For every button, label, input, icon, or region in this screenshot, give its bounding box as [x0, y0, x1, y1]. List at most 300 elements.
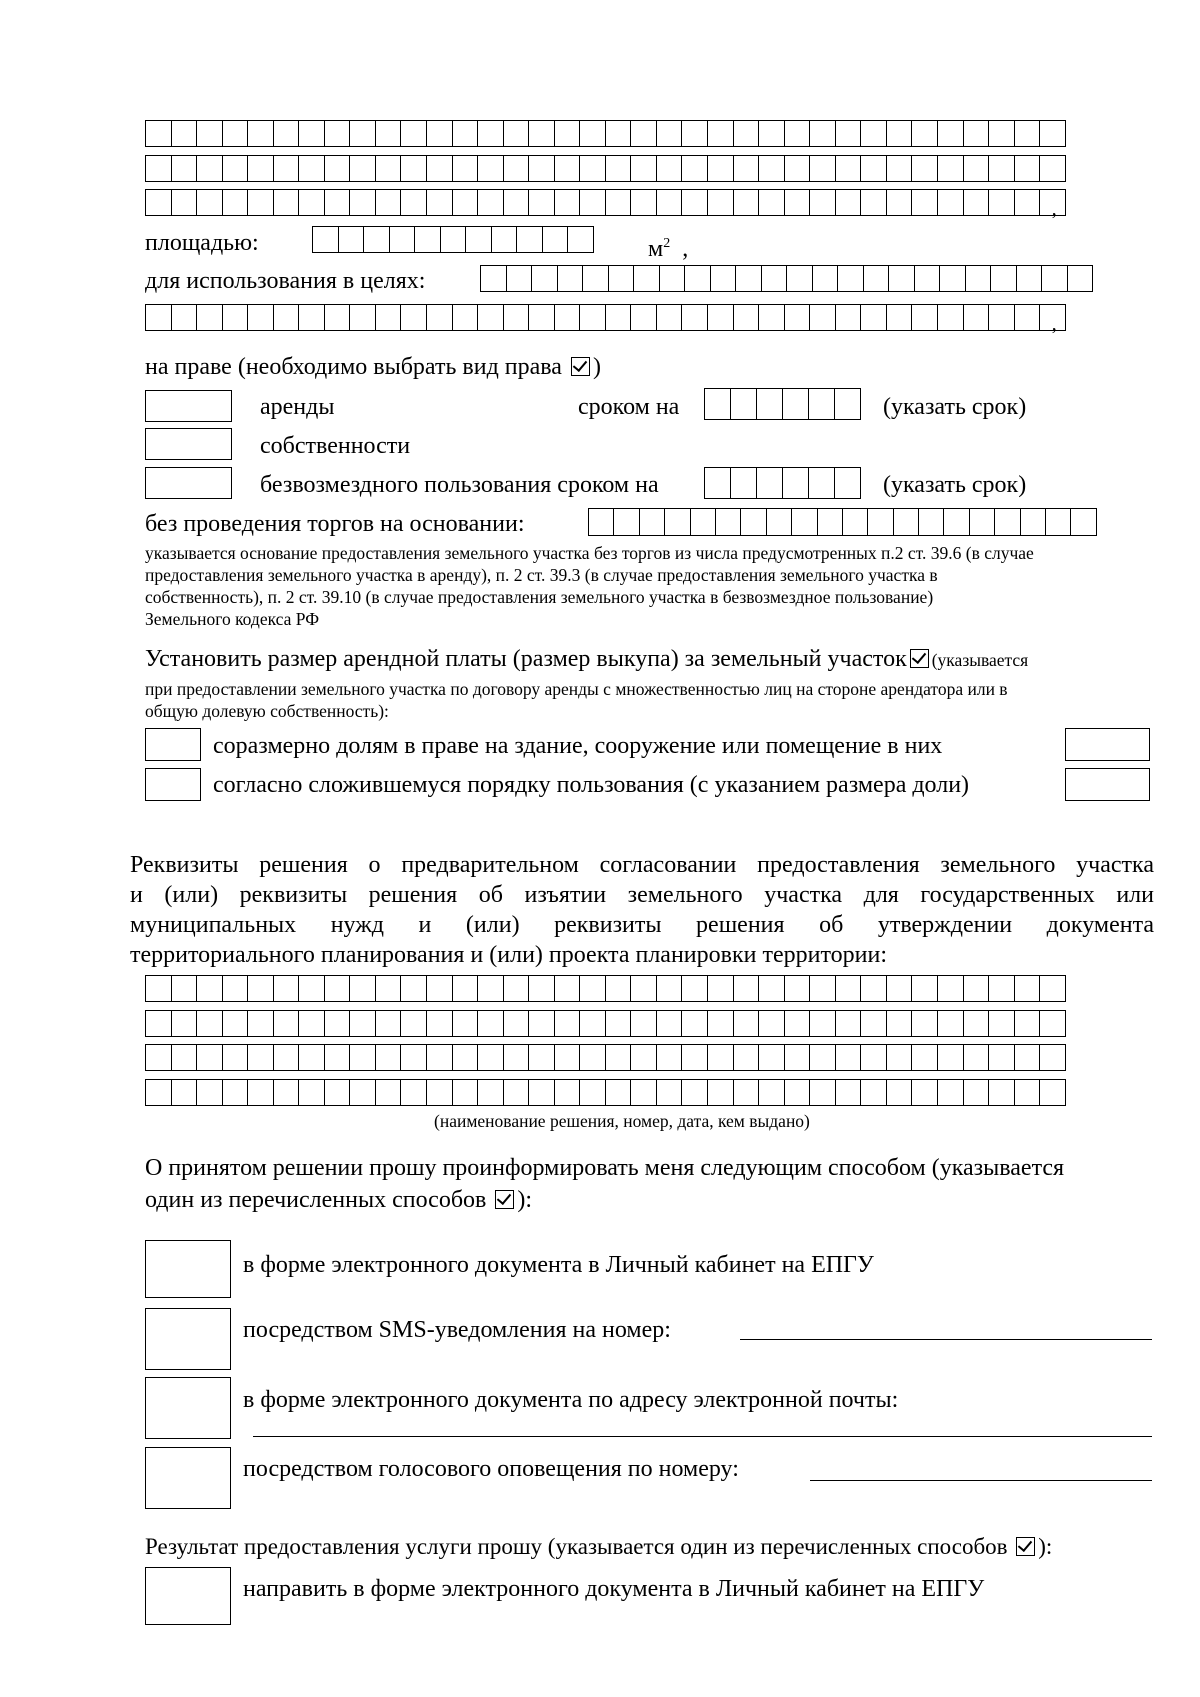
input-cell[interactable]	[889, 265, 915, 292]
input-cell[interactable]	[146, 120, 172, 147]
input-cell[interactable]	[453, 189, 479, 216]
input-cell[interactable]	[964, 155, 990, 182]
input-cell[interactable]	[478, 155, 504, 182]
input-cell[interactable]	[614, 508, 639, 536]
input-cell[interactable]	[989, 975, 1015, 1002]
input-cell[interactable]	[759, 1079, 785, 1106]
input-cell[interactable]	[938, 304, 964, 331]
input-cell[interactable]	[787, 265, 813, 292]
input-cell[interactable]	[640, 508, 665, 536]
input-cell[interactable]	[197, 1079, 223, 1106]
input-cell[interactable]	[915, 265, 941, 292]
input-cell[interactable]	[248, 120, 274, 147]
input-cell[interactable]	[529, 1044, 555, 1071]
input-cell[interactable]	[964, 975, 990, 1002]
input-cell[interactable]	[1068, 265, 1094, 292]
input-cell[interactable]	[809, 388, 835, 420]
input-cell[interactable]	[453, 1079, 479, 1106]
input-cell[interactable]	[810, 1044, 836, 1071]
input-cell[interactable]	[944, 508, 969, 536]
input-cell[interactable]	[767, 508, 792, 536]
input-cell[interactable]	[555, 975, 581, 1002]
input-cell[interactable]	[785, 304, 811, 331]
input-cell[interactable]	[478, 189, 504, 216]
input-cell[interactable]	[197, 120, 223, 147]
input-cell[interactable]	[861, 120, 887, 147]
input-cell[interactable]	[146, 155, 172, 182]
email-address-field[interactable]	[253, 1436, 1152, 1437]
input-cell[interactable]	[299, 120, 325, 147]
input-cell[interactable]	[453, 1044, 479, 1071]
input-cell[interactable]	[938, 1010, 964, 1037]
address-cells-row-1[interactable]	[145, 120, 1066, 147]
input-cell[interactable]	[568, 226, 594, 253]
input-cell[interactable]	[682, 189, 708, 216]
free-use-term-cells[interactable]	[704, 467, 861, 499]
input-cell[interactable]	[197, 975, 223, 1002]
input-cell[interactable]	[248, 1010, 274, 1037]
input-cell[interactable]	[835, 388, 861, 420]
input-cell[interactable]	[759, 120, 785, 147]
input-cell[interactable]	[912, 1044, 938, 1071]
input-cell[interactable]	[274, 120, 300, 147]
input-cell[interactable]	[609, 265, 635, 292]
input-cell[interactable]	[809, 467, 835, 499]
input-cell[interactable]	[555, 155, 581, 182]
input-cell[interactable]	[1015, 1044, 1041, 1071]
input-cell[interactable]	[912, 189, 938, 216]
sms-number-field[interactable]	[740, 1339, 1152, 1340]
input-cell[interactable]	[810, 1010, 836, 1037]
rent-option-shares-checkbox[interactable]	[145, 728, 201, 761]
input-cell[interactable]	[989, 155, 1015, 182]
input-cell[interactable]	[631, 1079, 657, 1106]
input-cell[interactable]	[631, 975, 657, 1002]
input-cell[interactable]	[836, 155, 862, 182]
input-cell[interactable]	[478, 1044, 504, 1071]
input-cell[interactable]	[401, 1079, 427, 1106]
input-cell[interactable]	[478, 1079, 504, 1106]
input-cell[interactable]	[912, 155, 938, 182]
input-cell[interactable]	[657, 975, 683, 1002]
input-cell[interactable]	[223, 1010, 249, 1037]
input-cell[interactable]	[555, 1010, 581, 1037]
input-cell[interactable]	[350, 1044, 376, 1071]
input-cell[interactable]	[376, 1010, 402, 1037]
input-cell[interactable]	[299, 189, 325, 216]
input-cell[interactable]	[529, 304, 555, 331]
input-cell[interactable]	[1015, 189, 1041, 216]
input-cell[interactable]	[1040, 155, 1066, 182]
input-cell[interactable]	[401, 1044, 427, 1071]
input-cell[interactable]	[274, 1044, 300, 1071]
input-cell[interactable]	[197, 1044, 223, 1071]
input-cell[interactable]	[529, 975, 555, 1002]
notify-option-sms-checkbox[interactable]	[145, 1308, 231, 1370]
input-cell[interactable]	[504, 304, 530, 331]
input-cell[interactable]	[783, 388, 809, 420]
input-cell[interactable]	[580, 1010, 606, 1037]
input-cell[interactable]	[783, 467, 809, 499]
input-cell[interactable]	[606, 304, 632, 331]
input-cell[interactable]	[734, 1010, 760, 1037]
result-option-epgu-checkbox[interactable]	[145, 1567, 231, 1625]
input-cell[interactable]	[912, 304, 938, 331]
input-cell[interactable]	[861, 155, 887, 182]
input-cell[interactable]	[938, 975, 964, 1002]
input-cell[interactable]	[427, 189, 453, 216]
input-cell[interactable]	[481, 265, 507, 292]
input-cell[interactable]	[861, 189, 887, 216]
input-cell[interactable]	[299, 1079, 325, 1106]
input-cell[interactable]	[682, 1079, 708, 1106]
input-cell[interactable]	[197, 155, 223, 182]
input-cell[interactable]	[529, 155, 555, 182]
input-cell[interactable]	[197, 189, 223, 216]
input-cell[interactable]	[441, 226, 467, 253]
input-cell[interactable]	[580, 1044, 606, 1071]
input-cell[interactable]	[1040, 1044, 1066, 1071]
input-cell[interactable]	[938, 1079, 964, 1106]
input-cell[interactable]	[631, 1044, 657, 1071]
input-cell[interactable]	[172, 1010, 198, 1037]
input-cell[interactable]	[708, 1010, 734, 1037]
input-cell[interactable]	[940, 265, 966, 292]
input-cell[interactable]	[657, 1010, 683, 1037]
input-cell[interactable]	[529, 1010, 555, 1037]
input-cell[interactable]	[325, 304, 351, 331]
input-cell[interactable]	[835, 467, 861, 499]
input-cell[interactable]	[146, 304, 172, 331]
input-cell[interactable]	[762, 265, 788, 292]
input-cell[interactable]	[759, 155, 785, 182]
input-cell[interactable]	[708, 1044, 734, 1071]
input-cell[interactable]	[995, 508, 1020, 536]
input-cell[interactable]	[401, 189, 427, 216]
voice-number-field[interactable]	[810, 1480, 1152, 1481]
input-cell[interactable]	[1015, 304, 1041, 331]
input-cell[interactable]	[223, 1079, 249, 1106]
input-cell[interactable]	[708, 304, 734, 331]
input-cell[interactable]	[507, 265, 533, 292]
input-cell[interactable]	[172, 1079, 198, 1106]
input-cell[interactable]	[657, 155, 683, 182]
input-cell[interactable]	[478, 120, 504, 147]
input-cell[interactable]	[887, 304, 913, 331]
input-cell[interactable]	[325, 1010, 351, 1037]
notify-option-voice-checkbox[interactable]	[145, 1447, 231, 1509]
input-cell[interactable]	[734, 120, 760, 147]
address-cells-row-3[interactable]	[145, 189, 1066, 220]
input-cell[interactable]	[836, 1010, 862, 1037]
input-cell[interactable]	[299, 155, 325, 182]
input-cell[interactable]	[350, 189, 376, 216]
input-cell[interactable]	[810, 304, 836, 331]
input-cell[interactable]	[682, 120, 708, 147]
input-cell[interactable]	[1042, 265, 1068, 292]
input-cell[interactable]	[580, 189, 606, 216]
input-cell[interactable]	[504, 155, 530, 182]
input-cell[interactable]	[172, 1044, 198, 1071]
input-cell[interactable]	[964, 120, 990, 147]
input-cell[interactable]	[248, 189, 274, 216]
input-cell[interactable]	[555, 120, 581, 147]
input-cell[interactable]	[529, 120, 555, 147]
input-cell[interactable]	[836, 1079, 862, 1106]
input-cell[interactable]	[350, 155, 376, 182]
input-cell[interactable]	[813, 265, 839, 292]
input-cell[interactable]	[274, 1079, 300, 1106]
input-cell[interactable]	[818, 508, 843, 536]
input-cell[interactable]	[887, 155, 913, 182]
input-cell[interactable]	[1015, 975, 1041, 1002]
requisites-cells-row-1[interactable]	[145, 975, 1066, 1002]
input-cell[interactable]	[453, 155, 479, 182]
input-cell[interactable]	[657, 304, 683, 331]
input-cell[interactable]	[708, 120, 734, 147]
input-cell[interactable]	[478, 304, 504, 331]
input-cell[interactable]	[197, 304, 223, 331]
input-cell[interactable]	[861, 1079, 887, 1106]
input-cell[interactable]	[453, 1010, 479, 1037]
input-cell[interactable]	[989, 120, 1015, 147]
input-cell[interactable]	[757, 467, 783, 499]
input-cell[interactable]	[350, 1010, 376, 1037]
input-cell[interactable]	[606, 189, 632, 216]
input-cell[interactable]	[634, 265, 660, 292]
input-cell[interactable]	[894, 508, 919, 536]
input-cell[interactable]	[964, 189, 990, 216]
rent-option-order-checkbox[interactable]	[145, 768, 201, 801]
input-cell[interactable]	[453, 304, 479, 331]
input-cell[interactable]	[172, 975, 198, 1002]
input-cell[interactable]	[734, 975, 760, 1002]
input-cell[interactable]	[741, 508, 766, 536]
requisites-cells-row-4[interactable]	[145, 1079, 1066, 1106]
input-cell[interactable]	[376, 155, 402, 182]
input-cell[interactable]	[1046, 508, 1071, 536]
input-cell[interactable]	[1071, 508, 1096, 536]
input-cell[interactable]	[810, 120, 836, 147]
input-cell[interactable]	[734, 155, 760, 182]
input-cell[interactable]	[938, 120, 964, 147]
input-cell[interactable]	[248, 304, 274, 331]
input-cell[interactable]	[705, 388, 731, 420]
input-cell[interactable]	[682, 1044, 708, 1071]
input-cell[interactable]	[427, 1079, 453, 1106]
input-cell[interactable]	[580, 120, 606, 147]
input-cell[interactable]	[223, 189, 249, 216]
input-cell[interactable]	[631, 120, 657, 147]
input-cell[interactable]	[606, 120, 632, 147]
input-cell[interactable]	[146, 1010, 172, 1037]
input-cell[interactable]	[401, 155, 427, 182]
input-cell[interactable]	[146, 1044, 172, 1071]
input-cell[interactable]	[912, 975, 938, 1002]
input-cell[interactable]	[660, 265, 686, 292]
input-cell[interactable]	[864, 265, 890, 292]
input-cell[interactable]	[606, 1010, 632, 1037]
input-cell[interactable]	[912, 1079, 938, 1106]
input-cell[interactable]	[887, 975, 913, 1002]
input-cell[interactable]	[223, 120, 249, 147]
input-cell[interactable]	[631, 155, 657, 182]
input-cell[interactable]	[1015, 120, 1041, 147]
input-cell[interactable]	[716, 508, 741, 536]
input-cell[interactable]	[558, 265, 584, 292]
input-cell[interactable]	[299, 975, 325, 1002]
input-cell[interactable]	[964, 1079, 990, 1106]
input-cell[interactable]	[966, 265, 992, 292]
input-cell[interactable]	[529, 1079, 555, 1106]
input-cell[interactable]	[248, 1044, 274, 1071]
input-cell[interactable]	[504, 1044, 530, 1071]
input-cell[interactable]	[606, 155, 632, 182]
input-cell[interactable]	[606, 1079, 632, 1106]
input-cell[interactable]	[810, 155, 836, 182]
input-cell[interactable]	[492, 226, 518, 253]
input-cell[interactable]	[453, 120, 479, 147]
input-cell[interactable]	[861, 1044, 887, 1071]
input-cell[interactable]	[350, 975, 376, 1002]
input-cell[interactable]	[919, 508, 944, 536]
input-cell[interactable]	[868, 508, 893, 536]
input-cell[interactable]	[427, 1044, 453, 1071]
input-cell[interactable]	[964, 304, 990, 331]
input-cell[interactable]	[146, 975, 172, 1002]
input-cell[interactable]	[759, 975, 785, 1002]
input-cell[interactable]	[631, 1010, 657, 1037]
input-cell[interactable]	[466, 226, 492, 253]
input-cell[interactable]	[887, 1044, 913, 1071]
input-cell[interactable]	[759, 189, 785, 216]
input-cell[interactable]	[555, 1044, 581, 1071]
right-option-ownership-checkbox[interactable]	[145, 428, 232, 460]
input-cell[interactable]	[734, 304, 760, 331]
input-cell[interactable]	[401, 975, 427, 1002]
input-cell[interactable]	[504, 1010, 530, 1037]
input-cell[interactable]	[529, 189, 555, 216]
input-cell[interactable]	[685, 265, 711, 292]
input-cell[interactable]	[223, 155, 249, 182]
input-cell[interactable]	[682, 975, 708, 1002]
input-cell[interactable]	[631, 189, 657, 216]
input-cell[interactable]	[1040, 189, 1066, 220]
input-cell[interactable]	[299, 1010, 325, 1037]
input-cell[interactable]	[1040, 1079, 1066, 1106]
input-cell[interactable]	[580, 975, 606, 1002]
input-cell[interactable]	[376, 304, 402, 331]
input-cell[interactable]	[887, 189, 913, 216]
input-cell[interactable]	[606, 975, 632, 1002]
right-option-free-use-checkbox[interactable]	[145, 467, 232, 499]
input-cell[interactable]	[838, 265, 864, 292]
input-cell[interactable]	[172, 189, 198, 216]
input-cell[interactable]	[325, 189, 351, 216]
purpose-cells-row-2[interactable]	[145, 304, 1066, 335]
input-cell[interactable]	[785, 1079, 811, 1106]
input-cell[interactable]	[248, 155, 274, 182]
input-cell[interactable]	[274, 155, 300, 182]
input-cell[interactable]	[785, 975, 811, 1002]
input-cell[interactable]	[887, 120, 913, 147]
input-cell[interactable]	[964, 1010, 990, 1037]
input-cell[interactable]	[350, 120, 376, 147]
address-cells-row-2[interactable]	[145, 155, 1066, 182]
input-cell[interactable]	[657, 120, 683, 147]
input-cell[interactable]	[731, 388, 757, 420]
input-cell[interactable]	[691, 508, 716, 536]
input-cell[interactable]	[1015, 155, 1041, 182]
input-cell[interactable]	[415, 226, 441, 253]
input-cell[interactable]	[350, 304, 376, 331]
input-cell[interactable]	[555, 189, 581, 216]
input-cell[interactable]	[325, 1079, 351, 1106]
input-cell[interactable]	[248, 975, 274, 1002]
rent-option-order-value[interactable]	[1065, 768, 1150, 801]
input-cell[interactable]	[989, 1079, 1015, 1106]
input-cell[interactable]	[989, 1010, 1015, 1037]
input-cell[interactable]	[478, 1010, 504, 1037]
input-cell[interactable]	[970, 508, 995, 536]
input-cell[interactable]	[172, 120, 198, 147]
input-cell[interactable]	[711, 265, 737, 292]
input-cell[interactable]	[299, 1044, 325, 1071]
input-cell[interactable]	[708, 1079, 734, 1106]
input-cell[interactable]	[964, 1044, 990, 1071]
input-cell[interactable]	[427, 304, 453, 331]
input-cell[interactable]	[325, 120, 351, 147]
input-cell[interactable]	[836, 304, 862, 331]
input-cell[interactable]	[1015, 1079, 1041, 1106]
input-cell[interactable]	[938, 155, 964, 182]
input-cell[interactable]	[504, 1079, 530, 1106]
input-cell[interactable]	[785, 155, 811, 182]
notify-option-email-checkbox[interactable]	[145, 1377, 231, 1439]
input-cell[interactable]	[299, 304, 325, 331]
input-cell[interactable]	[401, 304, 427, 331]
requisites-cells-row-2[interactable]	[145, 1010, 1066, 1037]
input-cell[interactable]	[427, 1010, 453, 1037]
input-cell[interactable]	[912, 120, 938, 147]
input-cell[interactable]	[734, 1079, 760, 1106]
input-cell[interactable]	[682, 1010, 708, 1037]
input-cell[interactable]	[606, 1044, 632, 1071]
input-cell[interactable]	[517, 226, 543, 253]
input-cell[interactable]	[589, 508, 614, 536]
input-cell[interactable]	[1040, 304, 1066, 335]
rent-option-shares-value[interactable]	[1065, 728, 1150, 761]
basis-cells[interactable]	[588, 508, 1097, 536]
input-cell[interactable]	[504, 120, 530, 147]
input-cell[interactable]	[1017, 265, 1043, 292]
input-cell[interactable]	[759, 304, 785, 331]
input-cell[interactable]	[223, 1044, 249, 1071]
input-cell[interactable]	[792, 508, 817, 536]
input-cell[interactable]	[390, 226, 416, 253]
input-cell[interactable]	[427, 120, 453, 147]
area-cells[interactable]	[312, 226, 594, 253]
input-cell[interactable]	[989, 304, 1015, 331]
input-cell[interactable]	[580, 155, 606, 182]
input-cell[interactable]	[146, 189, 172, 216]
input-cell[interactable]	[543, 226, 569, 253]
input-cell[interactable]	[274, 1010, 300, 1037]
input-cell[interactable]	[731, 467, 757, 499]
input-cell[interactable]	[736, 265, 762, 292]
input-cell[interactable]	[759, 1044, 785, 1071]
input-cell[interactable]	[757, 388, 783, 420]
